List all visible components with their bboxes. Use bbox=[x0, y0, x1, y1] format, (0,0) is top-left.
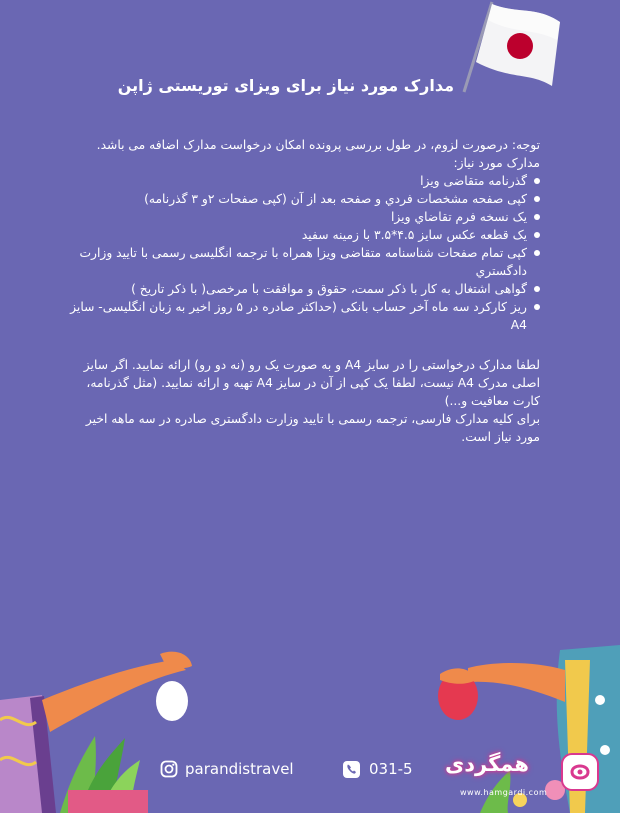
instagram-contact[interactable] bbox=[160, 760, 294, 778]
watermark-url[interactable]: www.hamgardi.com bbox=[460, 788, 548, 797]
required-label: مدارک مورد نیاز: bbox=[453, 156, 540, 170]
phone-number: 031-5 bbox=[369, 760, 413, 778]
instagram-handle: parandistravel bbox=[185, 760, 294, 778]
list-item: کپی صفحه مشخصات فردي و صفحه بعد از آن (کپی صفحات ۲و ۳ گذرنامه) bbox=[60, 190, 540, 208]
translation-instructions: برای کلیه مدارک فارسی، ترجمه رسمی با تایید وزارت دادگستری صادره در سه ماهه اخیر مورد نیاز است. bbox=[85, 412, 540, 444]
phone-icon bbox=[343, 761, 360, 778]
list-item: گواهی اشتغال به کار با ذکر سمت، حقوق و موافقت با مرخصی( با ذکر تاریخ ) bbox=[60, 280, 540, 298]
list-item: گذرنامه متقاضی ویزا bbox=[60, 172, 540, 190]
instagram-icon bbox=[160, 760, 178, 778]
list-item: یک نسخه فرم تقاضاي ویزا bbox=[60, 208, 540, 226]
japan-flag bbox=[462, 0, 562, 95]
list-item: ریز کارکرد سه ماه آخر حساب بانکی (حداکثر صادره در ۵ روز اخیر به زبان انگلیسی- سایز A4 bbox=[60, 298, 540, 334]
phone-contact[interactable] bbox=[343, 760, 413, 778]
document-body bbox=[60, 136, 540, 446]
page-title: مدارک مورد نیاز برای ویزای توریستی ژاپن bbox=[117, 76, 454, 95]
requirements-list bbox=[60, 172, 540, 334]
size-instructions: لطفا مدارک درخواستی را در سایز A4 و به صورت یک رو (نه دو رو) ارائه نمایید. اگر سایز اصلی مدرک A4 نیست، لطفا یک کپی از آن در سایز A4 تهیه و ارائه نمایید. (مثل گذرنامه، کارت معافیت و...) bbox=[83, 358, 540, 408]
list-item: کپی تمام صفحات شناسنامه متقاضی ویزا همراه با ترجمه انگلیسی رسمی با تایید وزارت دادگستري bbox=[60, 244, 540, 280]
watermark-name: همگردی bbox=[445, 752, 529, 776]
list-item: یک قطعه عکس سایز ۴.۵*۳.۵ با زمینه سفید bbox=[60, 226, 540, 244]
note-text: توجه: درصورت لزوم، در طول بررسی پرونده امکان درخواست مدارک اضافه می باشد. bbox=[96, 138, 540, 152]
